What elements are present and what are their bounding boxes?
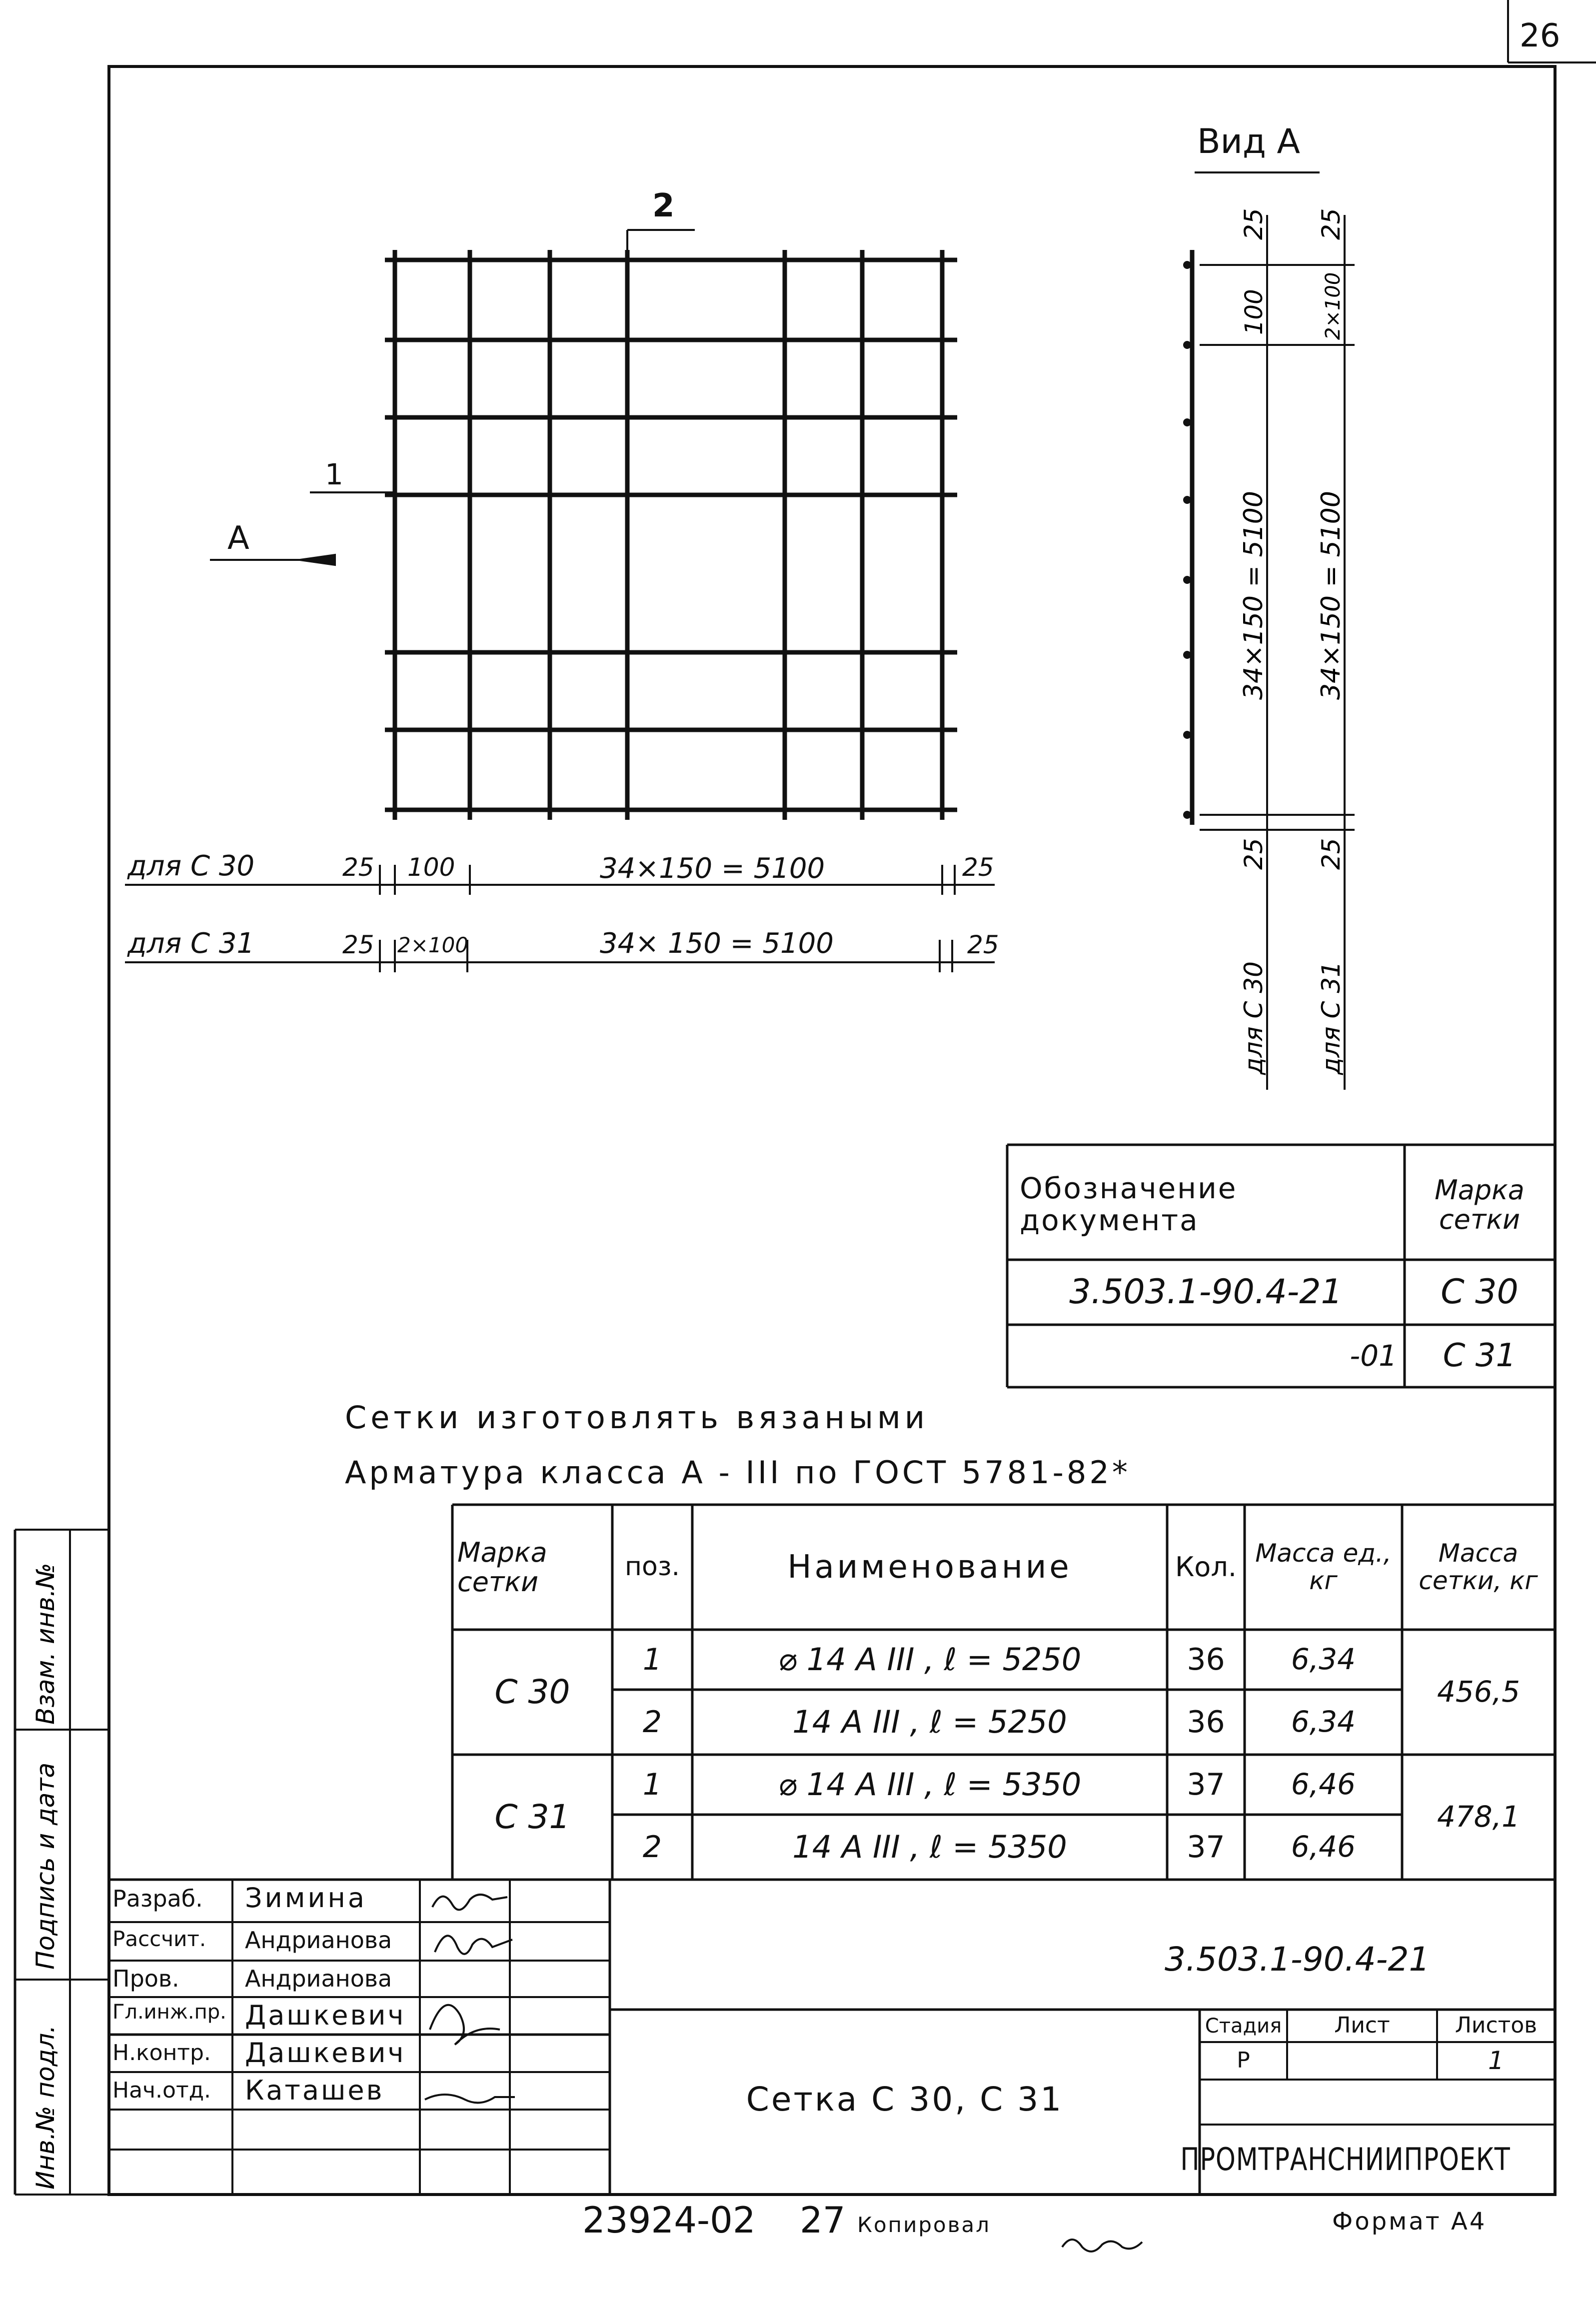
spec-row-pos: 2 (642, 1705, 662, 1740)
spec-row-name: ⌀ 14 А III , ℓ = 5350 (778, 1766, 1082, 1803)
tb-name: Андрианова (245, 1965, 392, 1992)
dim-row2-25: 25 (342, 930, 374, 959)
designation-row2-doc: -01 (1350, 1338, 1397, 1373)
spec-header-pos: поз. (625, 1552, 680, 1582)
designation-header-doc: Обозначение документа (1020, 1171, 1238, 1237)
view-a-dimensions (1190, 190, 1360, 1090)
tb-name: Андрианова (245, 1927, 392, 1954)
side-dim-bottom-25-a: 25 (1239, 838, 1268, 870)
dim-row2-2x100: 2×100 (397, 933, 469, 957)
spec-row-qty: 37 (1187, 1830, 1225, 1865)
tb-role: Нач.отд. (112, 2078, 211, 2103)
note-line-2: Арматура класса А - III по ГОСТ 5781-82* (345, 1454, 1131, 1491)
spec-row-unit-mass: 6,46 (1291, 1830, 1356, 1864)
dim-row1-label: для С 30 (127, 850, 255, 882)
spec-row-name: 14 А III , ℓ = 5350 (792, 1828, 1067, 1865)
signature-nachotd (425, 2095, 515, 2103)
tb-role: Гл.инж.пр. (112, 2001, 226, 2024)
dim-row2-label: для С 31 (127, 927, 255, 960)
spec-row-unit-mass: 6,46 (1291, 1767, 1356, 1802)
side-dim-main-c30: 34×150 = 5100 (1239, 491, 1269, 700)
page-number: 26 (1520, 17, 1561, 54)
dim-lines-left (125, 865, 995, 972)
signature-razrab (432, 1895, 507, 1910)
note-line-1: Сетки изготовлять вязаными (345, 1399, 929, 1436)
tb-sheet-value (1287, 2042, 1437, 2080)
signature-copied (1062, 2240, 1142, 2252)
spec-row-mark: С 31 (494, 1797, 570, 1836)
signature-glinzh (430, 2005, 500, 2045)
stamp-inv-orig: Инв.№ подл. (31, 2025, 60, 2190)
designation-row1-doc: 3.503.1-90.4-21 (1069, 1272, 1343, 1312)
side-dim-main-c31: 34×150 = 5100 (1316, 491, 1346, 700)
tb-name: Дашкевич (245, 2000, 406, 2031)
side-dim-100: 100 (1240, 289, 1268, 335)
signature-prov (435, 1936, 512, 1954)
mesh-drawing (385, 250, 957, 820)
footer-copied-num: 27 (800, 2199, 846, 2241)
view-arrow-head (300, 555, 335, 565)
spec-row-total-mass: 478,1 (1437, 1800, 1521, 1834)
dim-row1-100: 100 (407, 853, 455, 882)
designation-row1-mark: С 30 (1441, 1272, 1519, 1312)
stamp-inv-replace: Взам. инв.№ (31, 1563, 60, 1725)
tb-stage-value: Р (1237, 2048, 1250, 2074)
dim-row1-25-end: 25 (962, 853, 994, 882)
tb-role: Рассчит. (112, 1927, 206, 1951)
spec-row-pos: 1 (642, 1642, 662, 1677)
position-label-1: 1 (325, 457, 343, 491)
footer-code: 23924-02 (582, 2199, 756, 2241)
spec-header-qty: Кол. (1175, 1551, 1237, 1583)
side-dim-for-c30: для С 30 (1239, 961, 1268, 1075)
tb-name: Каташев (245, 2075, 384, 2106)
side-dim-top-25-b: 25 (1317, 208, 1346, 240)
spec-row-name: ⌀ 14 А III , ℓ = 5250 (778, 1641, 1082, 1678)
tb-name: Зимина (245, 1882, 367, 1914)
view-a-label: Вид А (1197, 122, 1300, 161)
dim-row2-main: 34× 150 = 5100 (600, 927, 834, 960)
tb-sheets-label: Листов (1455, 2013, 1538, 2039)
spec-header-mark: Марка сетки (457, 1536, 547, 1598)
spec-row-pos: 2 (642, 1830, 662, 1865)
spec-row-pos: 1 (642, 1767, 662, 1802)
spec-row-qty: 36 (1187, 1705, 1225, 1740)
spec-row-qty: 37 (1187, 1767, 1225, 1802)
dim-row2-25-end: 25 (967, 930, 999, 959)
spec-row-total-mass: 456,5 (1437, 1675, 1521, 1709)
dim-row1-main: 34×150 = 5100 (600, 852, 825, 885)
footer-copied-label: Копировал (857, 2213, 991, 2237)
spec-row-unit-mass: 6,34 (1291, 1642, 1356, 1677)
spec-header-name: Наименование (787, 1548, 1072, 1586)
side-dim-top-25-a: 25 (1239, 208, 1268, 240)
position-label-2: 2 (652, 187, 675, 224)
tb-stage-label: Стадия (1205, 2014, 1282, 2038)
section-arrow-label: А (227, 520, 249, 557)
spec-header-unit-mass: Масса ед., кг (1255, 1539, 1392, 1595)
tb-organization: ПРОМТРАНСНИИПРОЕКТ (1180, 2141, 1511, 2178)
tb-role: Пров. (112, 1965, 179, 1992)
tb-doc-code: 3.503.1-90.4-21 (1165, 1940, 1430, 1979)
footer-format: Формат А4 (1332, 2208, 1487, 2236)
dim-row1-25: 25 (342, 853, 374, 882)
spec-row-unit-mass: 6,34 (1291, 1705, 1356, 1739)
side-dim-for-c31: для С 31 (1317, 961, 1346, 1075)
designation-row2-mark: С 31 (1443, 1337, 1517, 1375)
side-stamps (15, 1530, 70, 2195)
stamp-sign-date: Подпись и дата (31, 1762, 60, 1970)
spec-row-qty: 36 (1187, 1642, 1225, 1677)
tb-role: Н.контр. (112, 2040, 211, 2066)
spec-row-name: 14 А III , ℓ = 5250 (792, 1703, 1067, 1740)
tb-title: Сетка С 30, С 31 (746, 2080, 1064, 2119)
tb-name: Дашкевич (245, 2037, 406, 2069)
spec-header-total-mass: Масса сетки, кг (1419, 1539, 1538, 1595)
tb-role: Разраб. (112, 1885, 203, 1912)
spec-row-mark: С 30 (494, 1672, 570, 1711)
side-dim-bottom-25-b: 25 (1317, 838, 1346, 870)
tb-sheets-value: 1 (1488, 2046, 1504, 2075)
designation-header-mark: Марка сетки (1435, 1174, 1525, 1235)
tb-sheet-label: Лист (1334, 2013, 1390, 2039)
side-dim-2x100: 2×100 (1322, 272, 1345, 340)
